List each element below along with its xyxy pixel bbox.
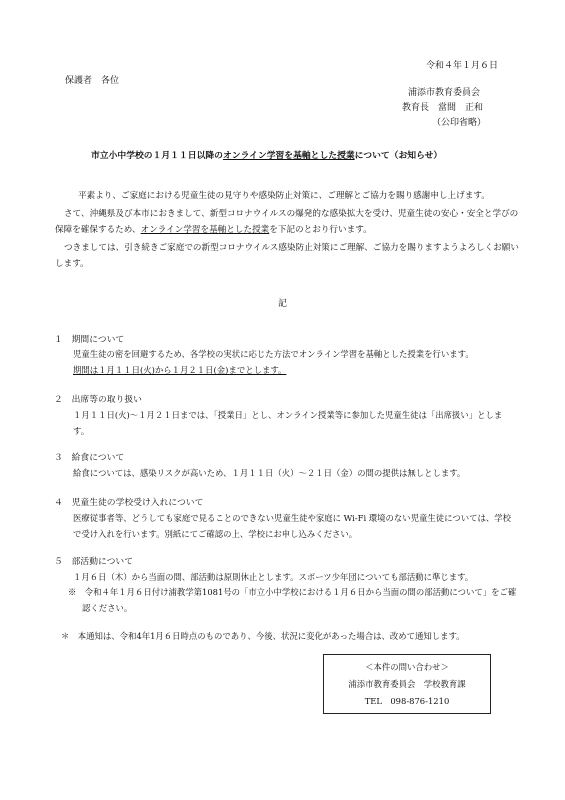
intro-paragraph-3: つきましては、引き続きご家庭での新型コロナウイルス感染防止対策にご理解、ご協力を賜りますようよろしくお願いします。 bbox=[55, 243, 519, 269]
section-1-line-1: 児童生徒の密を回避するため、各学校の実状に応じた方法でオンライン学習を基軸とした授業を行います。 bbox=[73, 349, 474, 359]
section-4-heading: ４ 児童生徒の学校受け入れについて bbox=[54, 498, 204, 508]
intro-p2-after: を下記のとおり行います。 bbox=[269, 225, 372, 235]
recipient-line: 保護者 各位 bbox=[65, 76, 120, 86]
intro-paragraph-2 bbox=[55, 206, 521, 238]
section-5-heading: ５ 部活動について bbox=[54, 557, 133, 567]
title-emphasis: オンライン学習を基軸とした授業 bbox=[222, 151, 355, 161]
section-1-period: 期間は１月１１日(火)から１月２１日(金)までとします。 bbox=[73, 365, 287, 375]
document-title bbox=[91, 150, 442, 162]
seal-note: （公印省略） bbox=[432, 118, 487, 128]
footnote: ＊ 本通知は、令和4年1月６日時点のものであり、今後、状況に変化があった場合は、改めて通知します。 bbox=[61, 631, 465, 641]
ki-marker: 記 bbox=[278, 299, 288, 309]
section-2-heading: ２ 出席等の取り扱い bbox=[54, 395, 142, 405]
issuer-organization: 浦添市教育委員会 bbox=[408, 88, 481, 98]
issuer-person: 教育長 當間 正和 bbox=[402, 103, 484, 113]
title-suffix: について（お知らせ） bbox=[354, 151, 443, 161]
contact-department: 浦添市教育委員会 学校教育課 bbox=[348, 679, 466, 689]
section-2-body: １月１１日(火)～１月２１日までは、「授業日」とし、オンライン授業等に参加した児童生徒は「出席扱い」とします。 bbox=[73, 410, 503, 436]
document-date: 令和４年１月６日 bbox=[426, 61, 499, 71]
contact-box bbox=[323, 654, 491, 714]
intro-p2-before: さて、沖縄県及び本市におきまして、新型コロナウイルスの爆発的な感染拡大を受け、児童生徒の安心・安全と学びの保障を確保するため、 bbox=[55, 209, 519, 235]
intro-paragraph-1: 平素より、ご家庭における児童生徒の見守りや感染防止対策に、ご理解とご協力を賜り感謝申し上げます。 bbox=[78, 191, 490, 201]
section-3-heading: ３ 給食について bbox=[54, 453, 125, 463]
section-3-body: 給食については、感染リスクが高いため、１月１１日（火）～２１日（金）の間の提供は無しとします。 bbox=[73, 468, 466, 478]
contact-telephone: TEL 098-876-1210 bbox=[364, 696, 450, 706]
contact-title: ＜本件の問い合わせ＞ bbox=[365, 662, 449, 672]
section-5-note: ※ 令和４年１月６日付け浦教学第1081号の「市立小中学校における１月６日から当面の間の部活動について」をご確認ください。 bbox=[68, 587, 517, 613]
section-1-body bbox=[73, 346, 523, 378]
section-1-heading: １ 期間について bbox=[54, 335, 125, 345]
intro-p2-emphasis: オンライン学習を基軸とした授業 bbox=[140, 225, 270, 235]
section-5-body: １月６日（木）から当面の間、部活動は原則休止とします。スポーツ少年団についても部活動に準じます。 bbox=[73, 572, 474, 582]
section-1-line-2 bbox=[73, 362, 523, 378]
section-4-body: 医療従事者等、どうしても家庭で見ることのできない児童生徒や家庭に Wi-Fi 環境のない児童生徒については、学校で受け入れを行います。別紙にてご確認の上、学校にお申し込みください。 bbox=[73, 513, 511, 539]
title-prefix: 市立小中学校の１月１１日以降の bbox=[91, 151, 223, 161]
